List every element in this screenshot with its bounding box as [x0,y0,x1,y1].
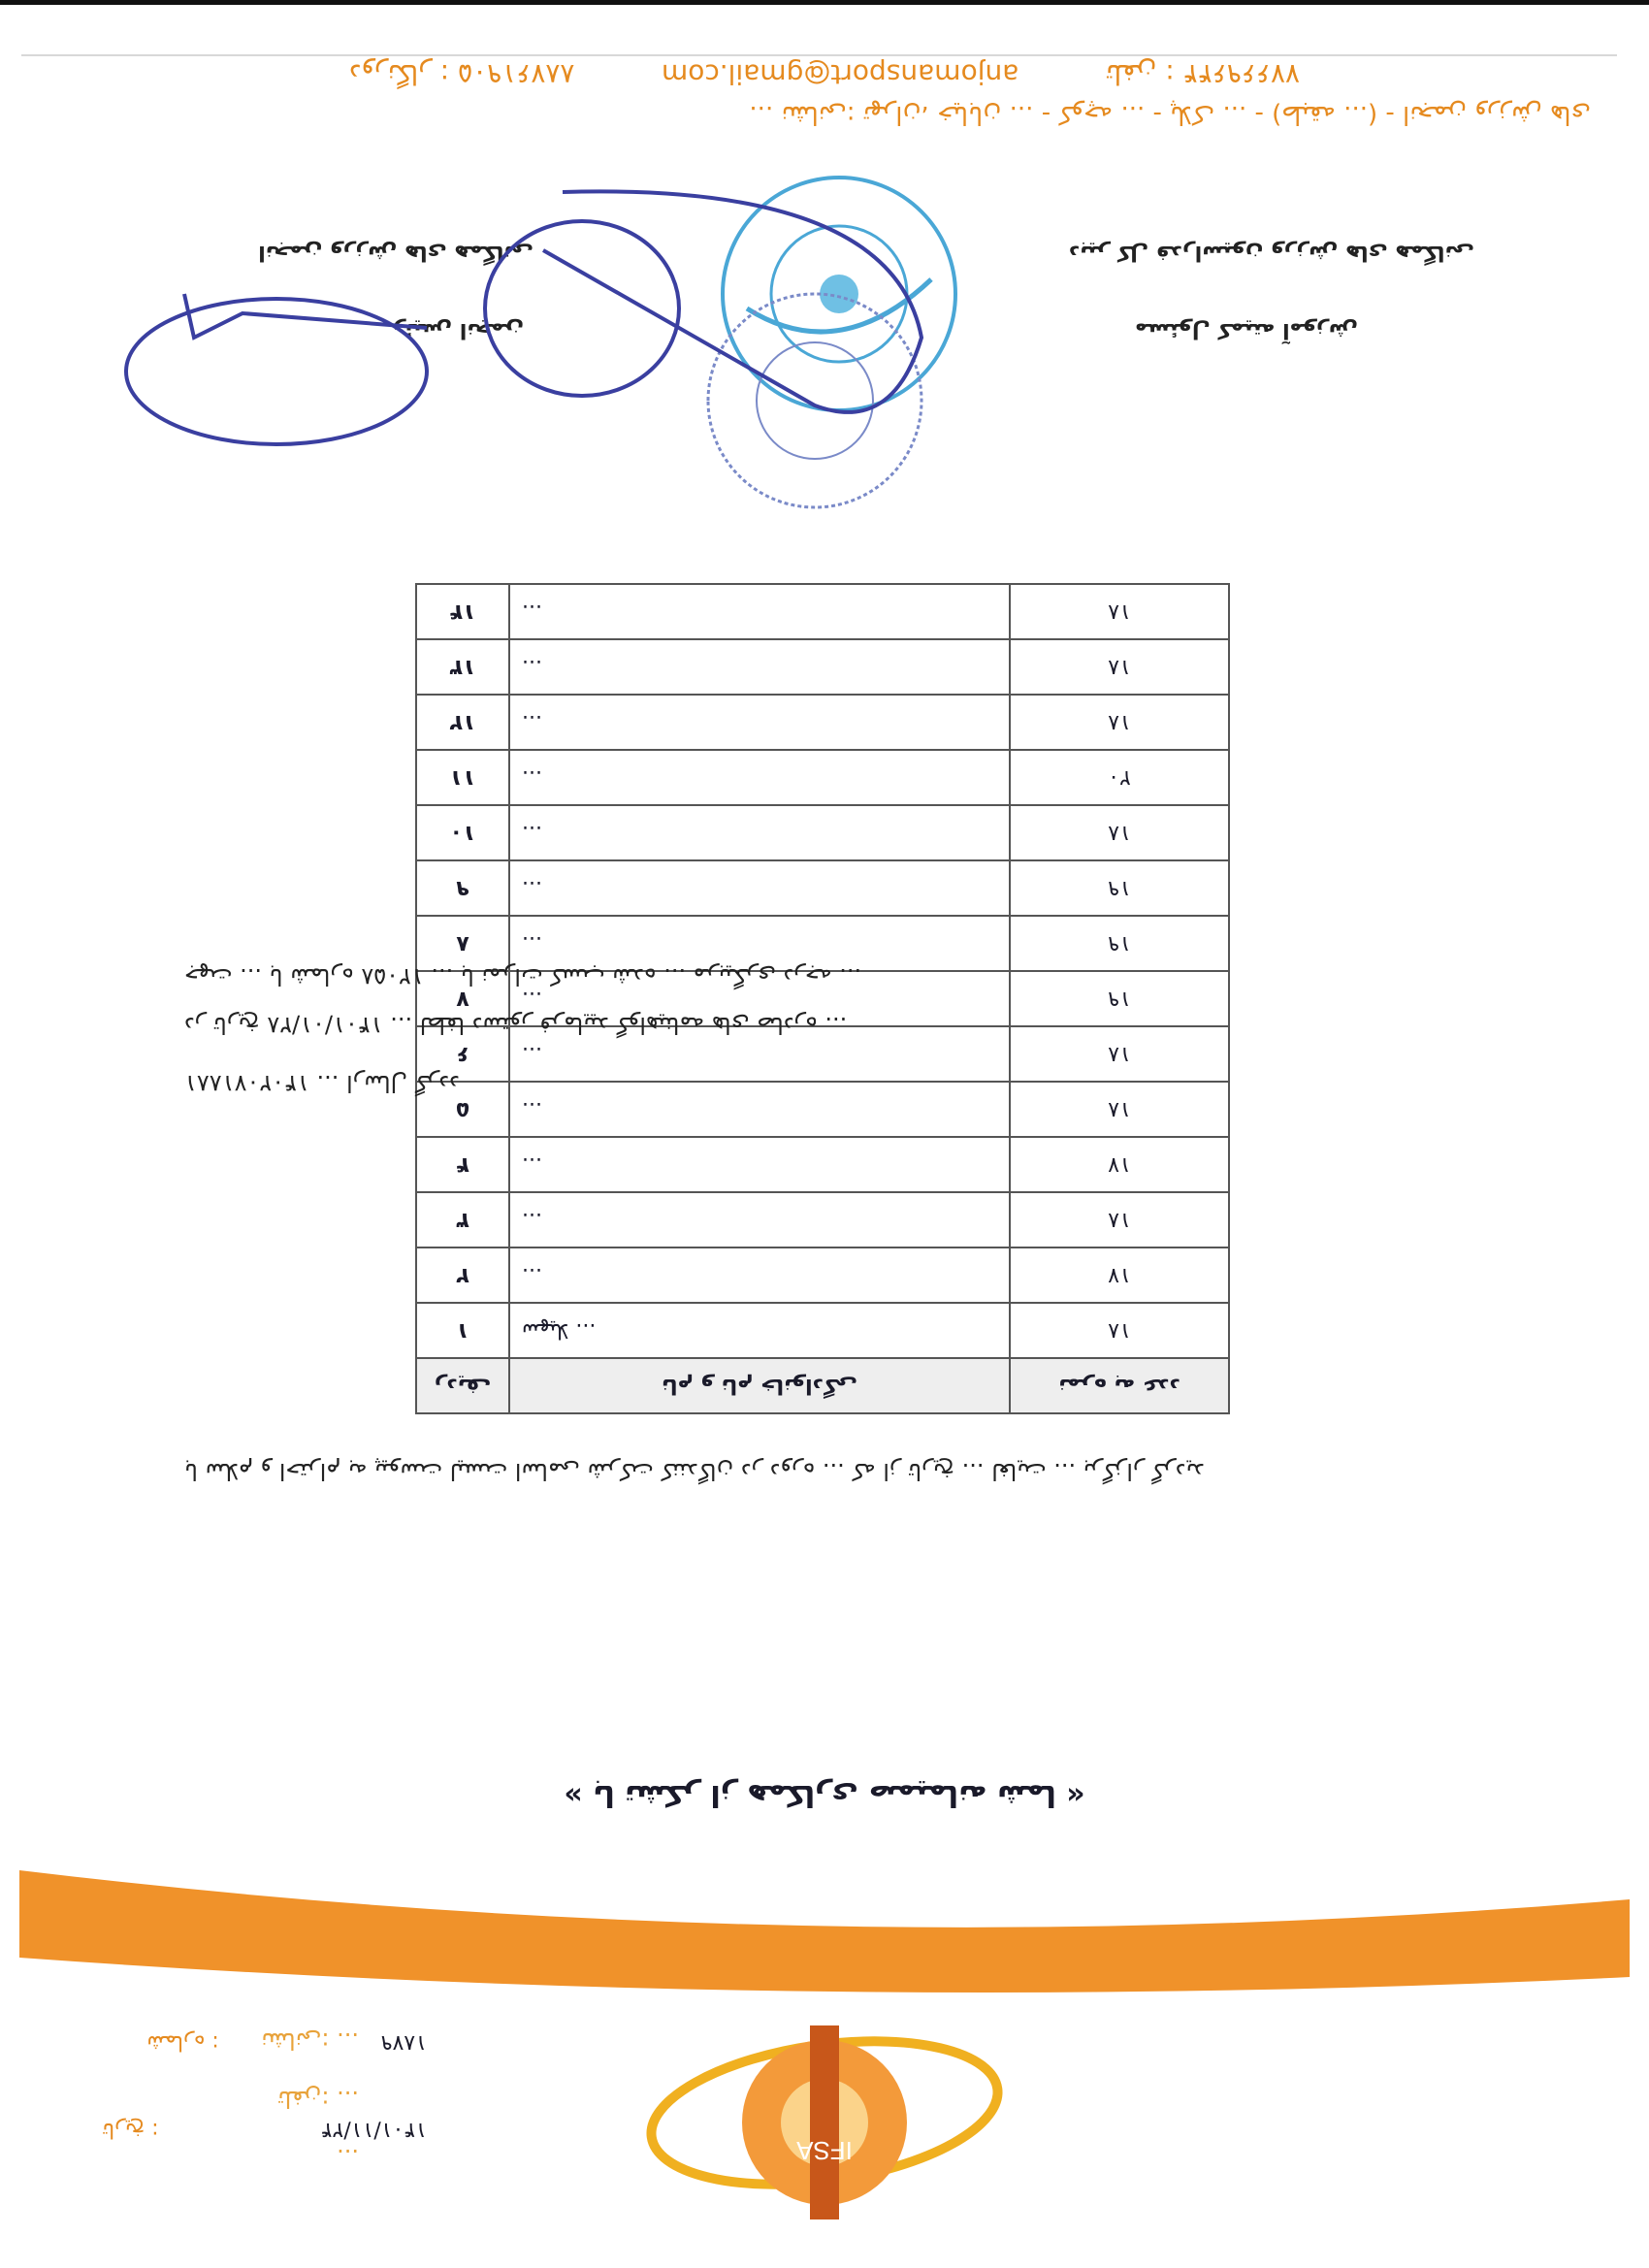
table-header-row [416,1358,1229,1413]
row-name: ... [509,1247,1010,1303]
table-row [416,805,1229,860]
header-contacts [349,58,1300,90]
date-field [102,2118,427,2142]
row-name: ... [509,1192,1010,1247]
closing-quote: « با تشکر از همکاری صمیمانه شما » [564,1778,1085,1812]
table-row [416,639,1229,695]
row-name: ... [509,695,1010,750]
row-no: ۱۲ [416,695,509,750]
header-no: ردیف [416,1358,509,1413]
footer-address-line: تلفن: ... [277,2086,359,2113]
fax-number: ۸۸۷۶۱۹۰۵ [458,58,575,90]
table-row [416,695,1229,750]
row-no: ۶ [416,1026,509,1082]
row-score: ۱۹ [1010,971,1229,1026]
header-name: نام و نام خانوادگی [509,1358,1010,1413]
date-label: تاریخ : [102,2118,159,2142]
signature-name-right: مسئول کمیته آموزش [1134,318,1358,342]
header-address: نشانی: تهران، خیابان ... - کوچه ... - پلاک ... - (طبقه ...) - انجمن ورزش های ... [749,100,1591,129]
row-name: ... [509,639,1010,695]
ifsa-logo [630,1967,1018,2258]
row-score: ۱۹ [1010,916,1229,971]
row-name: ... [509,584,1010,639]
row-no: ۱۰ [416,805,509,860]
row-score: ۱۷ [1010,1247,1229,1303]
table-row [416,860,1229,916]
row-score: ۱۸ [1010,1026,1229,1082]
footer-address-line: نشانی: ... [261,2027,359,2055]
row-no: ۵ [416,1082,509,1137]
header-score: نمره به عدد [1010,1358,1229,1413]
row-score: ۱۸ [1010,1082,1229,1137]
row-no: ۷ [416,971,509,1026]
row-name: ... [509,1082,1010,1137]
row-no: ۱ [416,1303,509,1358]
row-no: ۱۱ [416,750,509,805]
row-no: ۱۴ [416,584,509,639]
row-name: ... [509,805,1010,860]
number-label: شماره : [146,2030,219,2055]
fax-label: دورنگار : [349,58,450,90]
phone-label: تلفن : [1105,58,1175,90]
body-paragraph-2: جهت ... با شماره ۱۲۰۵۸ ... با نمرات کسب شده ... مربیگری درجه ... [184,963,862,990]
body-paragraph-4: ۱۴۰۲۰۷۱۸۸۱ ... ارسال گردد [184,1070,460,1097]
row-no: ۸ [416,916,509,971]
table-row [416,584,1229,639]
row-score: ۲۰ [1010,750,1229,805]
table-row [416,1192,1229,1247]
signature-org-left: انجمن ورزش های همگانی [258,241,534,265]
date-value: ۱۴۰۱/۱۱/۲۴ [320,2118,427,2142]
row-no: ۴ [416,1137,509,1192]
row-no: ۲ [416,1247,509,1303]
handwritten-signature-right [466,153,951,444]
table-row [416,1247,1229,1303]
table-row [416,750,1229,805]
signature-org-right: دبیر کل فدراسیون ورزش های همگانی [1068,241,1474,265]
row-name: ... [509,1026,1010,1082]
row-score: ۱۸ [1010,695,1229,750]
table-row [416,1137,1229,1192]
row-no: ۹ [416,860,509,916]
row-no: ۱۳ [416,639,509,695]
logo-text: IFSA [796,2136,853,2165]
row-no: ۳ [416,1192,509,1247]
signature-name-left: رئیس انجمن [393,318,524,342]
phone-number: ۷۷۶۶۹۶۴۴ [1182,58,1300,90]
row-name: ... [509,1137,1010,1192]
row-name: ... [509,971,1010,1026]
row-name: ... [509,916,1010,971]
email-address: anjomansport@gmail.com [661,58,1019,90]
number-value: ۱۸۷۹ [380,2030,427,2055]
row-score: ۱۸ [1010,1303,1229,1358]
row-score: ۱۹ [1010,860,1229,916]
body-paragraph-3: در تاریخ ۱۴۰۱/۰۱/۲۸ ... لطفا دستور فرمایید گواهینامه های صادره ... [184,1012,848,1039]
footer-address-line: ... [337,2144,359,2171]
row-name: ... [509,750,1010,805]
row-name: سهیلا ... [509,1303,1010,1358]
row-name: ... [509,860,1010,916]
table-row [416,1303,1229,1358]
row-score: ۱۸ [1010,805,1229,860]
row-score: ۱۸ [1010,639,1229,695]
body-paragraph-1: با سلام و احترام به پیوست لیست اسامی شرکت کنندگان در دوره ... که از تاریخ ... لغایت ... برگزار گردید [184,1458,1205,1485]
row-score: ۱۷ [1010,1137,1229,1192]
handwritten-signature-left [116,279,436,464]
row-score: ۱۸ [1010,1192,1229,1247]
row-score: ۱۸ [1010,584,1229,639]
